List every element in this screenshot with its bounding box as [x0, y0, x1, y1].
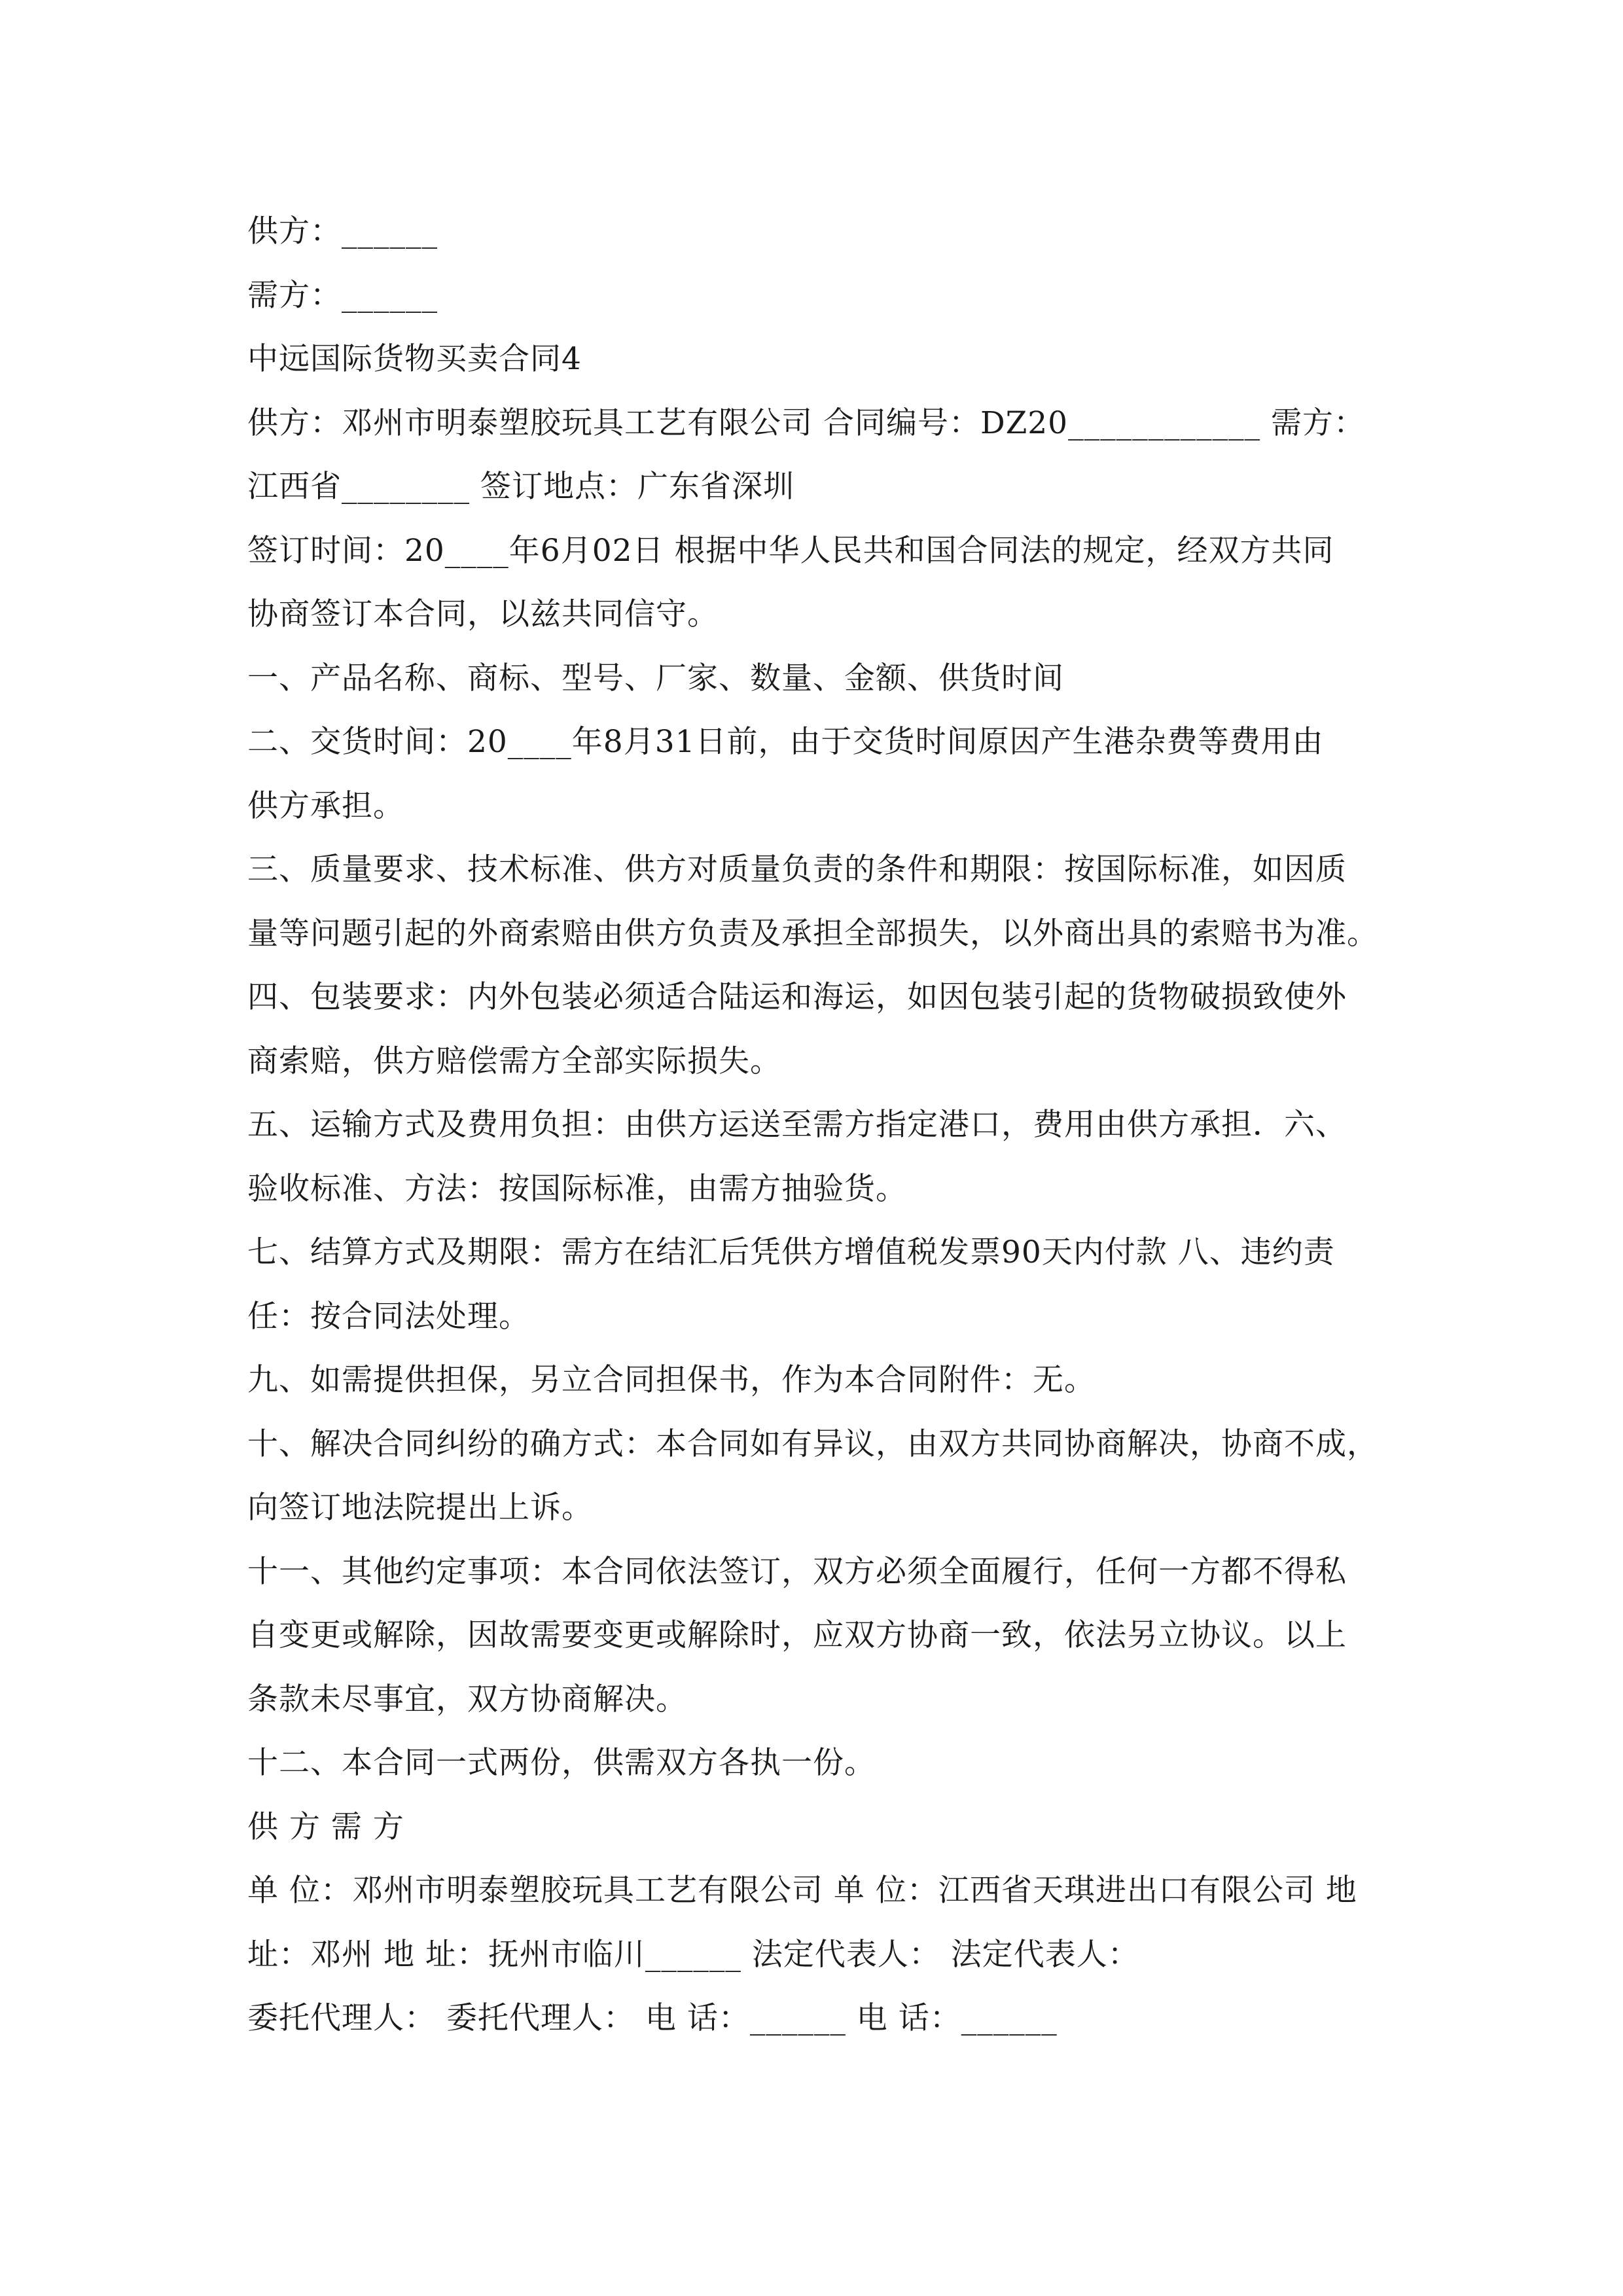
buyer-blank-line: 需方：______: [247, 277, 438, 314]
clause-3-cont: 量等问题引起的外商索赔由供方负责及承担全部损失，以外商出具的索赔书为准。: [247, 915, 1378, 952]
clause-5: 五、运输方式及费用负担：由供方运送至需方指定港口，费用由供方承担．六、: [247, 1107, 1347, 1143]
signature-units-line: 单 位：邓州市明泰塑胶玩具工艺有限公司 单 位：江西省天琪进出口有限公司 地: [247, 1873, 1357, 1909]
clause-12: 十二、本合同一式两份，供需双方各执一份。: [247, 1745, 876, 1781]
clause-1: 一、产品名称、商标、型号、厂家、数量、金额、供货时间: [247, 660, 1064, 696]
clause-11: 十一、其他约定事项：本合同依法签订，双方必须全面履行，任何一方都不得私: [247, 1553, 1347, 1590]
clause-10-cont: 向签订地法院提出上诉。: [247, 1490, 593, 1526]
contract-body: [247, 200, 1386, 2051]
clause-3: 三、质量要求、技术标准、供方对质量负责的条件和期限：按国际标准，如因质: [247, 852, 1347, 888]
clause-7: 七、结算方式及期限：需方在结汇后凭供方增值税发票90天内付款 八、违约责: [247, 1234, 1335, 1270]
clause-9: 九、如需提供担保，另立合同担保书，作为本合同附件：无。: [247, 1362, 1096, 1398]
signature-parties-header: 供 方 需 方: [247, 1808, 404, 1845]
signing-date-line: 签订时间：20____年6月02日 根据中华人民共和国合同法的规定，经双方共同: [247, 532, 1334, 569]
supplier-blank-line: 供方：______: [247, 213, 438, 249]
supplier-info-line: 供方：邓州市明泰塑胶玩具工艺有限公司 合同编号：DZ20____________ 需方：: [247, 404, 1366, 441]
clause-8-cont: 任：按合同法处理。: [247, 1298, 530, 1335]
clause-4: 四、包装要求：内外包装必须适合陆运和海运，如因包装引起的货物破损致使外: [247, 979, 1347, 1015]
contract-title: 中远国际货物买卖合同4: [247, 341, 582, 377]
clause-4-cont: 商索赔，供方赔偿需方全部实际损失。: [247, 1043, 781, 1079]
buyer-location-line: 江西省________ 签订地点：广东省深圳: [247, 469, 794, 505]
clause-6-cont: 验收标准、方法：按国际标准，由需方抽验货。: [247, 1170, 907, 1207]
signing-date-line-cont: 协商签订本合同，以兹共同信守。: [247, 596, 719, 632]
clause-2-cont: 供方承担。: [247, 787, 404, 824]
clause-10: 十、解决合同纠纷的确方式：本合同如有异议，由双方共同协商解决，协商不成，: [247, 1426, 1378, 1462]
clause-2: 二、交货时间：20____年8月31日前，由于交货时间原因产生港杂费等费用由: [247, 724, 1324, 760]
signature-contact-line: 委托代理人： 委托代理人： 电 话：______ 电 话：______: [247, 2000, 1058, 2036]
clause-11-cont-2: 条款未尽事宜，双方协商解决。: [247, 1681, 687, 1717]
clause-11-cont: 自变更或解除，因故需要变更或解除时，应双方协商一致，依法另立协议。以上: [247, 1617, 1347, 1653]
signature-address-line: 址：邓州 地 址：抚州市临川______ 法定代表人： 法定代表人：: [247, 1936, 1139, 1973]
